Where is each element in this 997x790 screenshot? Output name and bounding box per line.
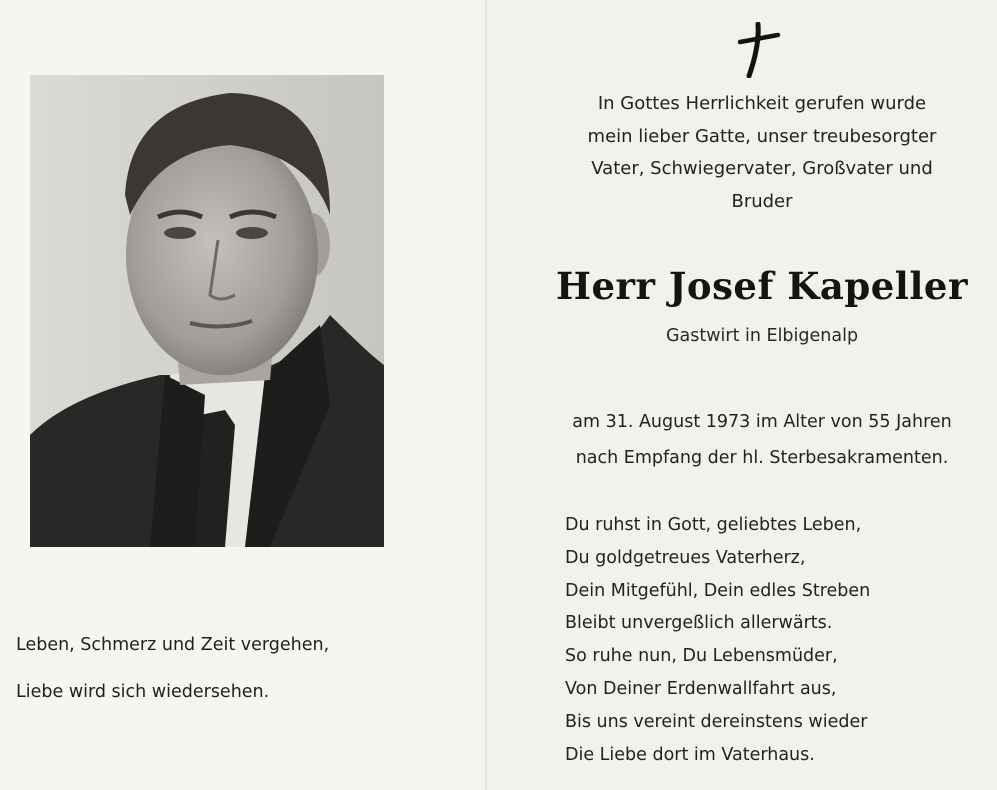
left-verse-line: Liebe wird sich wiedersehen. — [16, 682, 270, 702]
death-date-info — [527, 404, 997, 476]
intro-line: In Gottes Herrlichkeit gerufen wurde — [597, 93, 927, 114]
poem-line: So ruhe nun, Du Lebensmüder, — [565, 646, 838, 667]
deceased-name: Herr Josef Kapeller — [556, 264, 968, 308]
left-verse — [16, 622, 456, 716]
card-fold — [485, 0, 487, 790]
poem-line: Bis uns vereint dereinstens wieder — [565, 711, 868, 732]
occupation: Gastwirt in Elbigenalp — [665, 326, 859, 346]
intro-line: mein lieber Gatte, unser treubesorgter — [587, 125, 937, 147]
poem-line: Von Deiner Erdenwallfahrt aus, — [565, 678, 837, 699]
intro-line: Bruder — [731, 190, 793, 212]
date-line: nach Empfang der hl. Sterbesakramenten. — [575, 448, 949, 468]
intro-line: Vater, Schwiegervater, Großvater und — [591, 158, 933, 179]
poem-line: Du ruhst in Gott, geliebtes Leben, — [565, 515, 862, 535]
poem-line: Dein Mitgefühl, Dein edles Streben — [565, 580, 871, 601]
poem-line: Du goldgetreues Vaterherz, — [565, 547, 806, 568]
cross-icon — [732, 22, 782, 78]
announcement-intro — [527, 88, 997, 218]
poem-line: Die Liebe dort im Vaterhaus. — [565, 744, 815, 765]
poem-line: Bleibt unvergeßlich allerwärts. — [565, 613, 833, 634]
date-line: am 31. August 1973 im Alter von 55 Jahren — [572, 412, 952, 432]
left-verse-line: Leben, Schmerz und Zeit vergehen, — [16, 635, 330, 655]
portrait-photo — [30, 75, 384, 547]
memorial-poem — [565, 509, 985, 771]
